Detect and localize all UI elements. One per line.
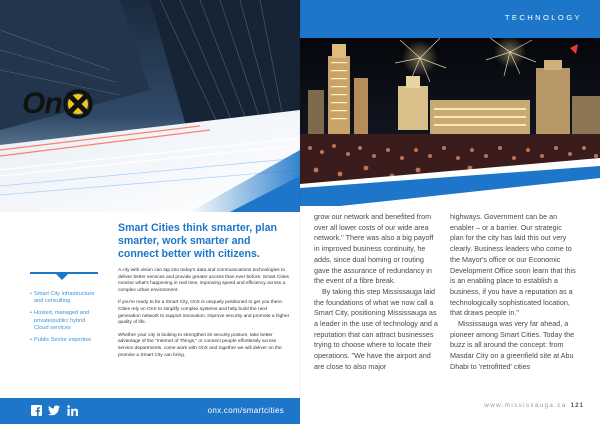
ad-paragraph: A city with vision can tap into today's data and communications technologies to deliver better services and provide greater access than ever before. Smart Cities monitor what's happening in real time, improving speed and efficiency across a complex urban environment. [118, 268, 289, 293]
footer-website[interactable]: www.mississauga.ca [484, 402, 567, 409]
page-number: 121 [570, 402, 584, 409]
linkedin-icon[interactable] [66, 404, 78, 416]
city-plaza-fireworks-photo [300, 38, 600, 206]
ad-url-link[interactable]: onx.com/smartcities [207, 406, 284, 415]
page-footer [484, 402, 584, 409]
service-list [30, 291, 100, 349]
facebook-icon[interactable] [30, 404, 42, 416]
social-links [30, 404, 78, 416]
ad-paragraph: Whether your city is looking to strengthen its security posture, take better advantage of the "Internet of Things," or connect people effortlessly across service departments, come work with OnX and together we will deliver on the promise a Smart City can bring. [118, 332, 282, 358]
onx-x-mark-icon [63, 89, 93, 119]
service-item: • Smart City infrastructure and consulting [30, 291, 100, 305]
sidebar-caret-icon [56, 274, 68, 280]
article-column-2 [450, 212, 576, 373]
service-item: • Hosted, managed and private/public/ hybrid Cloud services [30, 310, 100, 332]
onx-logo-text: On [22, 87, 62, 120]
article-column-1 [314, 212, 440, 373]
article-paragraph: highways. Government can be an enabler – or a barrier. Our strategic plan for the city has laid this out very clearly. Business leaders who come to the Mayor's office or our Economic Development Office soon learn that this is an enabling place to establish a business, if you have a reputation as a technologically sophisticated location, that draws people in." [450, 212, 576, 318]
ad-headline: Smart Cities think smarter, plan smarter, work smarter and connect better with citizens. [118, 222, 277, 261]
section-label: TECHNOLOGY [504, 13, 582, 22]
right-page-article [300, 0, 600, 424]
spine-shadow [299, 0, 301, 424]
article-paragraph: grow our network and benefited from over all lower costs of our wide area network." There was also a big payoff in improved business continuity, he adds, since dual homing or routing gave the assurance of redundancy in the event of a fibre break. [314, 212, 434, 286]
article-paragraph: Mississauga was very far ahead, a pioneer among Smart Cities. Today the buzz is all around the concept: from Masdar City on a greenfield site at Abu Dhabi to 'retrofitted' cities [450, 319, 575, 371]
onx-logo [22, 86, 93, 122]
ad-paragraph: If you're ready to be a Smart City, OnX is uniquely positioned to get you there. Cities rely on OnX to simplify complex systems and help build the next generation network to support innovation, improve security and promote a higher quality of life. [118, 300, 290, 326]
article-paragraph: By taking this step Mississauga laid the foundations of what we now call a Smart City, positioning Mississauga as a leader in the use of technology and a reputation that can attract businesses trying to choose where to locate their operations. "We have the airport and are close to also major [314, 286, 438, 371]
service-item: • Public Sector expertise [30, 337, 100, 344]
twitter-icon[interactable] [48, 404, 60, 416]
ad-body-copy [118, 268, 290, 365]
